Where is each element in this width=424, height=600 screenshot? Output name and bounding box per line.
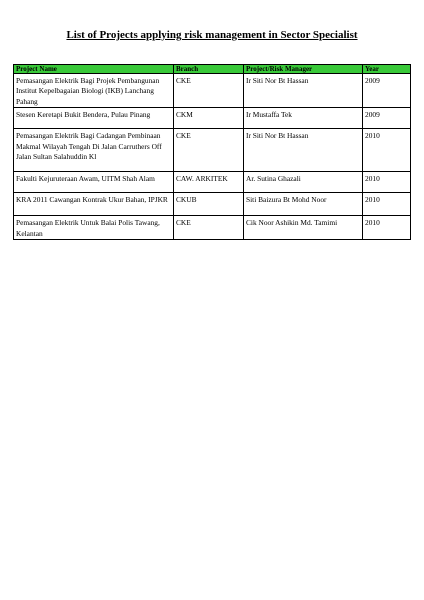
cell-risk-manager: Ir Siti Nor Bt Hassan bbox=[244, 74, 363, 108]
table-row bbox=[14, 172, 411, 193]
header-year: Year bbox=[363, 65, 411, 74]
table-row bbox=[14, 193, 411, 216]
table-row bbox=[14, 216, 411, 240]
cell-risk-manager: Ar. Sutina Ghazali bbox=[244, 172, 363, 193]
cell-branch: CKE bbox=[174, 74, 244, 108]
header-branch: Branch bbox=[174, 65, 244, 74]
cell-year: 2010 bbox=[363, 216, 411, 240]
table-header-row bbox=[14, 65, 411, 74]
cell-branch: CKM bbox=[174, 108, 244, 129]
cell-year: 2009 bbox=[363, 74, 411, 108]
cell-risk-manager: Ir Siti Nor Bt Hassan bbox=[244, 129, 363, 172]
table-row bbox=[14, 129, 411, 172]
cell-risk-manager: Cik Noor Ashikin Md. Tamimi bbox=[244, 216, 363, 240]
cell-branch: CKE bbox=[174, 129, 244, 172]
cell-project-name: Pemasangan Elektrik Bagi Cadangan Pembinaan Makmal Wilayah Tengah Di Jalan Carruthers Off Jalan Sultan Salahuddin Kl bbox=[14, 129, 174, 172]
page-title: List of Projects applying risk management in Sector Specialist bbox=[66, 29, 358, 41]
cell-project-name: KRA 2011 Cawangan Kontrak Ukur Bahan, IPJKR bbox=[14, 193, 174, 216]
cell-project-name: Pemasangan Elektrik Bagi Projek Pembangunan Institut Kepelbagaian Biologi (IKB) Lanchang Pahang bbox=[14, 74, 174, 108]
cell-project-name: Stesen Keretapi Bukit Bendera, Pulau Pinang bbox=[14, 108, 174, 129]
cell-branch: CKE bbox=[174, 216, 244, 240]
cell-risk-manager: Ir Mustaffa Tek bbox=[244, 108, 363, 129]
cell-year: 2009 bbox=[363, 108, 411, 129]
cell-year: 2010 bbox=[363, 172, 411, 193]
table-row bbox=[14, 108, 411, 129]
header-project-name: Project Name bbox=[14, 65, 174, 74]
cell-branch: CAW. ARKITEK bbox=[174, 172, 244, 193]
table-row bbox=[14, 74, 411, 108]
projects-table bbox=[13, 64, 411, 240]
cell-project-name: Pemasangan Elektrik Untuk Balai Polis Tawang, Kelantan bbox=[14, 216, 174, 240]
cell-branch: CKUB bbox=[174, 193, 244, 216]
cell-year: 2010 bbox=[363, 129, 411, 172]
header-risk-manager: Project/Risk Manager bbox=[244, 65, 363, 74]
cell-project-name: Fakulti Kejuruteraan Awam, UITM Shah Alam bbox=[14, 172, 174, 193]
cell-year: 2010 bbox=[363, 193, 411, 216]
cell-risk-manager: Siti Baizura Bt Mohd Noor bbox=[244, 193, 363, 216]
